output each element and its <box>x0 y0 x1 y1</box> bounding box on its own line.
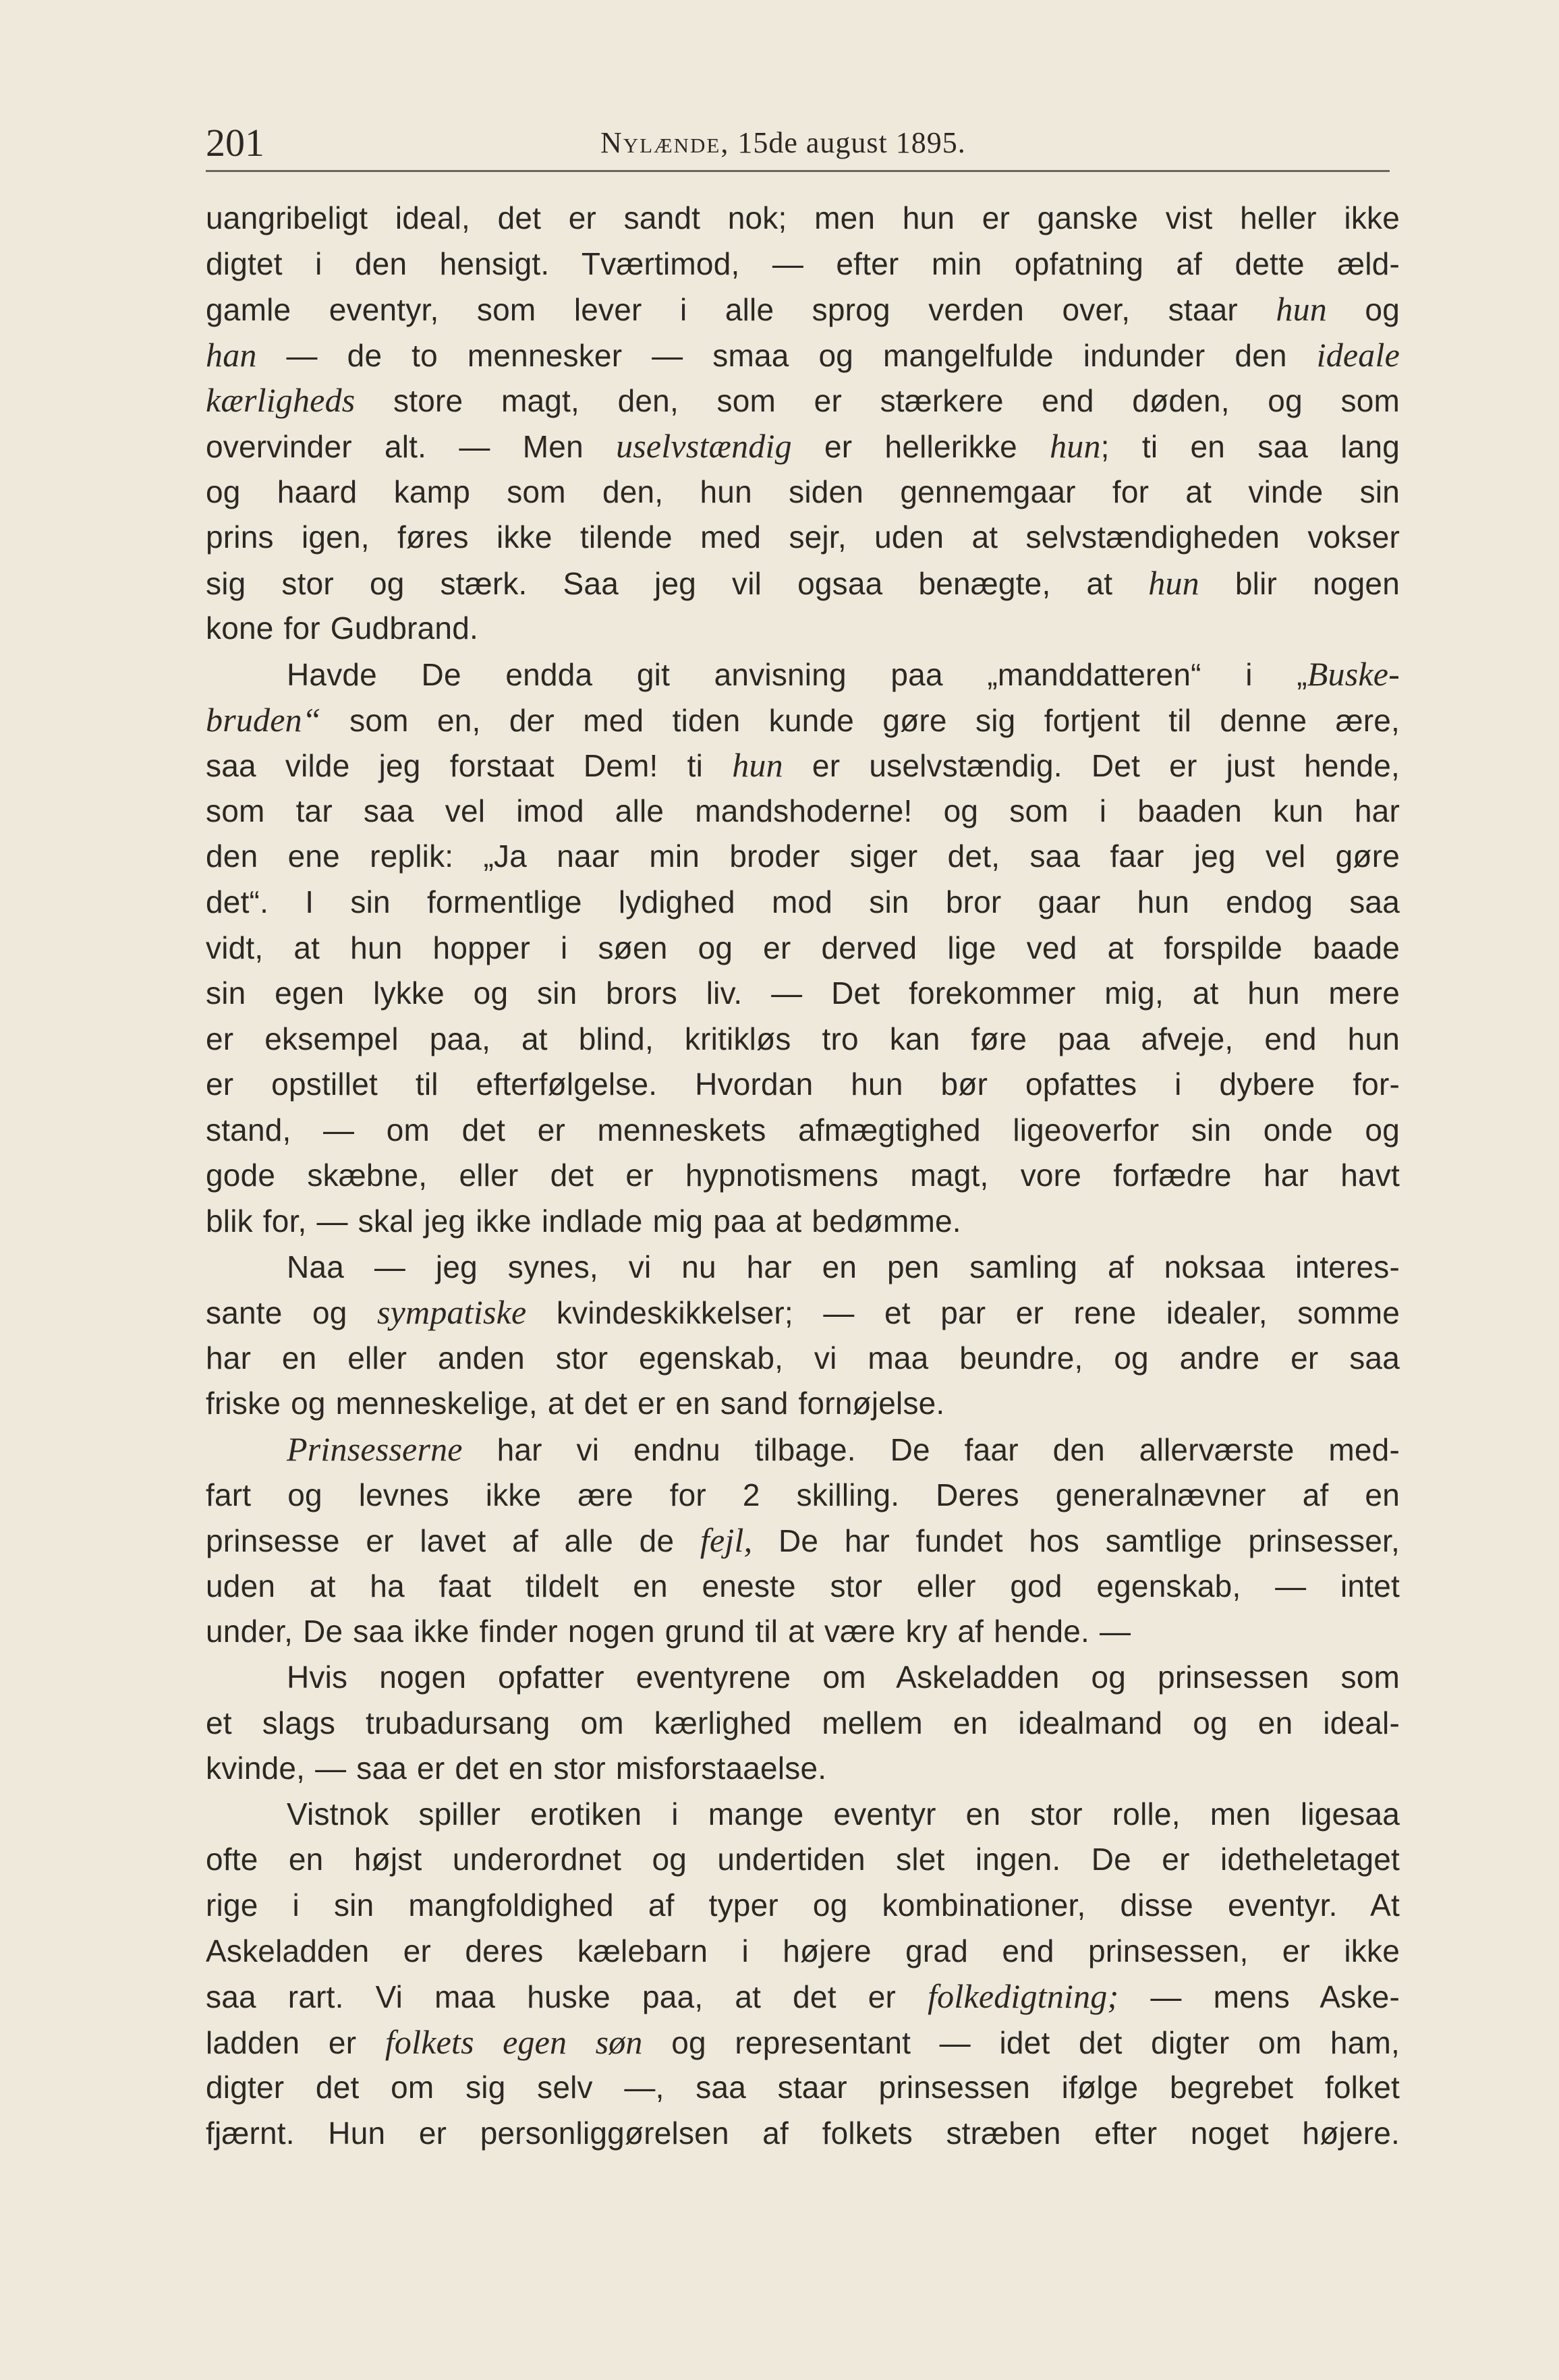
text-line <box>206 515 1400 561</box>
text-span: og <box>1326 292 1400 328</box>
text-span: sig stor og stærk. Saa jeg vil ogsaa benægte, at <box>206 565 1149 601</box>
running-title <box>600 116 966 170</box>
text-span: er hellerikke <box>791 428 1050 464</box>
text-line <box>206 2111 1400 2157</box>
text-line <box>206 1153 1400 1199</box>
text-span: har en eller anden stor egenskab, vi maa beundre, og andre er saa <box>206 1340 1400 1376</box>
text-span: Askeladden er deres kælebarn i højere grad end prinsessen, er ikke <box>206 1933 1400 1968</box>
text-span: saa rart. Vi maa huske paa, at det er <box>206 1979 928 2015</box>
text-line <box>206 1883 1400 1929</box>
text-span: sante og <box>206 1295 377 1331</box>
text-line <box>206 1062 1400 1108</box>
text-span: digtet i den hensigt. Tværtimod, — efter min opfatning af dette æld- <box>206 246 1400 281</box>
text-line <box>206 698 1400 743</box>
text-line <box>206 834 1400 880</box>
text-span: uden at ha faat tildelt en eneste stor eller god egenskab, — intet <box>206 1568 1400 1604</box>
text-line <box>206 1199 1400 1245</box>
text-line <box>206 2065 1400 2111</box>
text-span: Vistnok spiller erotiken i mange eventyr en stor rolle, men ligesaa <box>287 1796 1400 1832</box>
italic-text: han <box>206 335 257 374</box>
article-body <box>206 196 1400 2157</box>
text-line <box>206 1473 1400 1519</box>
text-span: har vi endnu tilbage. De faar den allerværste med- <box>462 1432 1400 1468</box>
text-span: Naa — jeg synes, vi nu har en pen samling af noksaa interes- <box>287 1249 1400 1284</box>
italic-text: kærligheds <box>206 381 356 420</box>
journal-name: Nylænde, <box>600 126 730 159</box>
text-span: saa vilde jeg forstaat Dem! ti <box>206 748 733 784</box>
italic-text: folkets egen søn <box>385 2022 643 2061</box>
text-span: Havde De endda git anvisning paa „manddatteren“ i „ <box>287 656 1307 692</box>
italic-text: hun <box>1148 563 1199 602</box>
text-line <box>206 789 1400 834</box>
text-span: — de to mennesker — smaa og mangelfulde indunder den <box>256 337 1317 373</box>
text-line <box>206 1381 1400 1427</box>
text-span: overvinder alt. — Men <box>206 428 617 464</box>
text-line <box>206 1746 1400 1792</box>
text-line <box>206 606 1400 652</box>
text-span: kone for Gudbrand. <box>206 611 478 646</box>
text-span: Hvis nogen opfatter eventyrene om Askeladden og prinsessen som <box>287 1660 1400 1695</box>
italic-text: folkedigtning; <box>928 1977 1119 2016</box>
text-line <box>206 1609 1400 1655</box>
text-line <box>206 561 1400 606</box>
text-line <box>206 470 1400 515</box>
text-span: digter det om sig selv —, saa staar prinsessen ifølge begrebet folket <box>206 2070 1400 2105</box>
text-span: rige i sin mangfoldighed af typer og kombinationer, disse eventyr. At <box>206 1887 1400 1923</box>
text-line <box>206 287 1400 333</box>
text-span: og haard kamp som den, hun siden gennemgaar for at vinde sin <box>206 474 1400 509</box>
text-span: fjærnt. Hun er personliggørelsen af folkets stræben efter noget højere. <box>206 2115 1400 2151</box>
running-header <box>206 116 1390 172</box>
italic-text: hun <box>1050 426 1101 465</box>
text-line <box>206 1792 1400 1838</box>
text-line <box>206 1518 1400 1564</box>
text-span: ofte en højst underordnet og undertiden slet ingen. De er idetheletaget <box>206 1842 1400 1877</box>
text-span: og representant — idet det digter om ham, <box>642 2024 1400 2060</box>
text-span: kvinde, — saa er det en stor misforstaaelse. <box>206 1751 827 1786</box>
text-line <box>206 333 1400 378</box>
italic-text: hun <box>732 746 783 785</box>
italic-text: Prinsesserne <box>287 1430 463 1469</box>
text-line <box>206 378 1400 424</box>
text-span: friske og menneskelige, at det er en sand fornøjelse. <box>206 1386 945 1421</box>
issue-date: 15de august 1895. <box>737 126 966 159</box>
text-span: kvindeskikkelser; — et par er rene idealer, somme <box>526 1295 1400 1331</box>
text-span: er uselvstændig. Det er just hende, <box>783 748 1400 784</box>
text-line <box>206 1655 1400 1701</box>
text-span: blik for, — skal jeg ikke indlade mig paa at bedømme. <box>206 1203 961 1239</box>
text-line <box>206 1974 1400 2020</box>
text-span: prins igen, føres ikke tilende med sejr, uden at selvstændigheden vokser <box>206 519 1400 555</box>
text-span: De har fundet hos samtlige prinsesser, <box>752 1523 1400 1559</box>
text-span: prinsesse er lavet af alle de <box>206 1523 700 1559</box>
italic-text: sympatiske <box>377 1293 527 1332</box>
text-span: gode skæbne, eller det er hypnotismens magt, vore forfædre har havt <box>206 1158 1400 1193</box>
text-line <box>206 1290 1400 1336</box>
text-line <box>206 971 1400 1017</box>
text-span: under, De saa ikke finder nogen grund til at være kry af hende. — <box>206 1614 1131 1649</box>
text-line <box>206 652 1400 698</box>
text-span: er opstillet til efterfølgelse. Hvordan hun bør opfattes i dybere for- <box>206 1067 1400 1102</box>
italic-text: fejl, <box>700 1521 753 1560</box>
text-span: er eksempel paa, at blind, kritikløs tro kan føre paa afveje, end hun <box>206 1021 1400 1056</box>
text-line <box>206 1929 1400 1975</box>
text-line <box>206 1245 1400 1291</box>
text-span: som en, der med tiden kunde gøre sig fortjent til denne ære, <box>320 702 1400 738</box>
italic-text: hun <box>1276 290 1327 329</box>
text-line <box>206 1564 1400 1610</box>
text-span: stand, — om det er menneskets afmægtighed ligeoverfor sin onde og <box>206 1112 1400 1148</box>
text-line <box>206 1701 1400 1747</box>
text-line <box>206 1017 1400 1062</box>
text-span: fart og levnes ikke ære for 2 skilling. Deres generalnævner af en <box>206 1477 1400 1512</box>
text-line <box>206 1427 1400 1473</box>
text-span: som tar saa vel imod alle mandshoderne! og som i baaden kun har <box>206 793 1400 828</box>
text-line <box>206 424 1400 470</box>
text-span: blir nogen <box>1199 565 1400 601</box>
text-span: det“. I sin formentlige lydighed mod sin bror gaar hun endog saa <box>206 884 1400 919</box>
text-line <box>206 926 1400 971</box>
text-span: ; ti en saa lang <box>1100 428 1400 464</box>
text-span: uangribeligt ideal, det er sandt nok; men hun er ganske vist heller ikke <box>206 200 1400 235</box>
text-span: store magt, den, som er stærkere end døden, og som <box>355 383 1400 419</box>
page-number: 201 <box>206 121 264 165</box>
italic-text: uselvstændig <box>616 426 792 465</box>
text-line <box>206 1108 1400 1154</box>
text-line <box>206 1837 1400 1883</box>
text-span: ladden er <box>206 2024 385 2060</box>
text-line <box>206 1336 1400 1382</box>
italic-text: ideale <box>1316 335 1400 374</box>
italic-text: bruden“ <box>206 700 321 739</box>
text-span: et slags trubadursang om kærlighed mellem en idealmand og en ideal- <box>206 1705 1400 1740</box>
italic-text: Buske- <box>1307 654 1400 693</box>
text-span: gamle eventyr, som lever i alle sprog verden over, staar <box>206 292 1276 328</box>
text-line <box>206 743 1400 789</box>
text-span: — mens Aske- <box>1118 1979 1400 2015</box>
text-line <box>206 2020 1400 2066</box>
text-line <box>206 880 1400 926</box>
text-line <box>206 196 1400 242</box>
text-line <box>206 242 1400 287</box>
text-span: sin egen lykke og sin brors liv. — Det forekommer mig, at hun mere <box>206 975 1400 1011</box>
text-span: vidt, at hun hopper i søen og er derved lige ved at forspilde baade <box>206 930 1400 965</box>
text-span: den ene replik: „Ja naar min broder siger det, saa faar jeg vel gøre <box>206 839 1400 874</box>
